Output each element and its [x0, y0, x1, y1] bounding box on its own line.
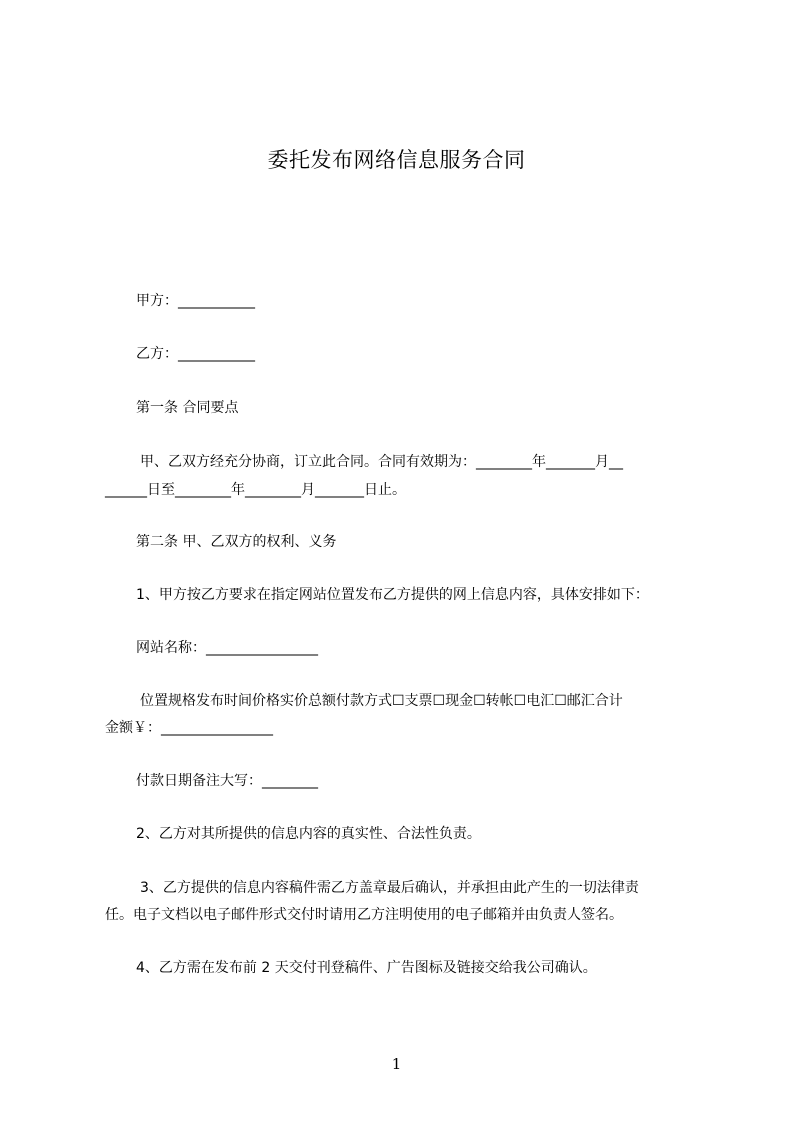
party-b-blank: ___________ — [178, 346, 255, 362]
item-2: 2、乙方对其所提供的信息内容的真实性、合法性负责。 — [136, 826, 481, 842]
page-number: 1 — [391, 1055, 402, 1073]
item-3-line1: 3、乙方提供的信息内容稿件需乙方盖章最后确认，并承担由此产生的一切法律责 — [140, 880, 639, 896]
article1-paragraph-line1: 甲、乙双方经充分协商，订立此合同。合同有效期为：________年_______月__ — [140, 454, 623, 470]
document-title: 委托发布网络信息服务合同 — [267, 148, 526, 172]
pricing-line2: 金额￥：________________ — [105, 720, 273, 736]
article2-heading: 第二条 甲、乙双方的权利、义务 — [136, 534, 337, 550]
party-b-line — [136, 346, 255, 362]
article1-heading: 第一条 合同要点 — [136, 400, 239, 416]
website-blank: ________________ — [206, 640, 318, 656]
party-a-blank: ___________ — [178, 293, 255, 309]
payment-date-line: 付款日期备注大写：________ — [136, 773, 318, 789]
party-a-line — [136, 293, 255, 309]
item-3-line2: 任。电子文档以电子邮件形式交付时请用乙方注明使用的电子邮箱并由负责人签名。 — [105, 907, 623, 923]
party-a-label: 甲方： — [136, 293, 178, 309]
party-b-label: 乙方： — [136, 346, 178, 362]
item-4: 4、乙方需在发布前 2 天交付刊登稿件、广告图标及链接交给我公司确认。 — [136, 960, 597, 976]
item-1: 1、甲方按乙方要求在指定网站位置发布乙方提供的网上信息内容，具体安排如下： — [136, 587, 649, 603]
website-name-line — [136, 640, 318, 656]
article1-paragraph-line2: ______日至________年________月_______日止。 — [105, 482, 406, 498]
website-label: 网站名称： — [136, 640, 206, 656]
pricing-line1: 位置规格发布时间价格实价总额付款方式☐支票☐现金☐转帐☐电汇☐邮汇合计 — [140, 693, 623, 709]
